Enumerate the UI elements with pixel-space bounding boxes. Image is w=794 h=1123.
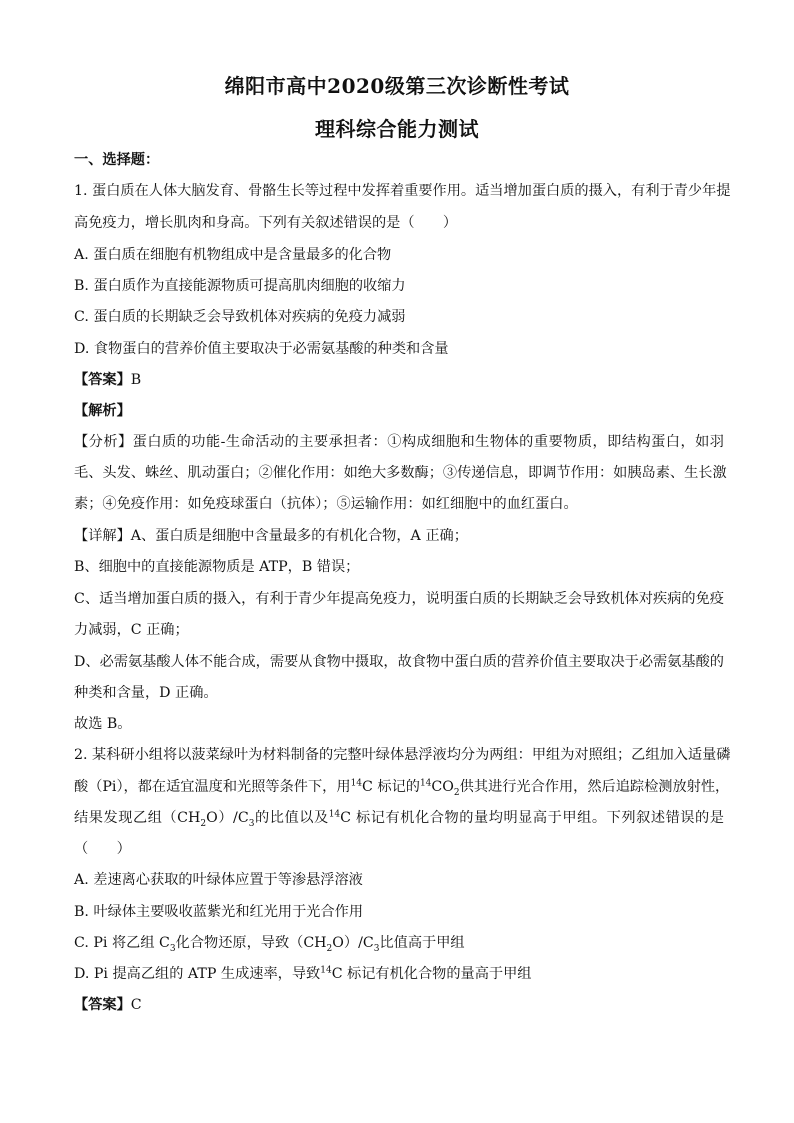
q1-detail-line-2: B、细胞中的直接能源物质是 ATP，B 错误；: [74, 559, 360, 575]
q1-stem-line-2: 高免疫力，增长肌肉和身高。下列有关叙述错误的是（ ）: [74, 215, 458, 231]
q1-fenxi-line-2: 毛、头发、蛛丝、肌动蛋白；②催化作用：如绝大多数酶；③传递信息，即调节作用：如胰岛素、生长激: [74, 465, 727, 481]
exam-title: 绵阳市高中2020级第三次诊断性考试: [224, 74, 570, 98]
q1-option-b: B. 蛋白质作为直接能源物质可提高肌肉细胞的收缩力: [74, 278, 406, 294]
q1-fenxi-line-1: 【分析】蛋白质的功能-生命活动的主要承担者：①构成细胞和生物体的重要物质，即结构蛋白，如羽: [74, 434, 724, 450]
q1-analysis-tag: 【解析】: [74, 403, 131, 419]
q2-stem-line-3: 结果发现乙组$(CH_2O)/C_3$的比值以及$^{14}$C 标记有机化合物的量均明显高于甲组。下列叙述错误的是: [74, 809, 724, 829]
q1-option-d: D. 食物蛋白的营养价值主要取决于必需氨基酸的种类和含量: [74, 341, 449, 357]
q1-detail-line-4: 力减弱，C 正确；: [74, 622, 189, 638]
q1-fenxi-line-3: 素；④免疫作用：如免疫球蛋白（抗体）；⑤运输作用：如红细胞中的血红蛋白。: [74, 496, 578, 512]
answer-tag: 【答案】: [74, 997, 131, 1013]
section-heading: 一、选择题：: [74, 152, 160, 168]
q1-detail-line-6: 种类和含量，D 正确。: [74, 685, 218, 701]
exam-subtitle: 理科综合能力测试: [315, 117, 479, 141]
q2-answer: [74, 995, 724, 1015]
q1-detail-line-5: D、必需氨基酸人体不能合成，需要从食物中摄取，故食物中蛋白质的营养价值主要取决于必需氨基酸的: [74, 654, 724, 670]
q2-option-c: C. Pi 将乙组 $C_3$化合物还原，导致$(CH_2O)/C_3$比值高于甲组: [74, 935, 465, 954]
q1-option-c: C. 蛋白质的长期缺乏会导致机体对疾病的免疫力减弱: [74, 309, 406, 325]
q1-detail-line-1: 【详解】A、蛋白质是细胞中含量最多的有机化合物，A 正确；: [74, 528, 468, 544]
q1-stem-line-1: 1. 蛋白质在人体大脑发育、骨骼生长等过程中发挥着重要作用。适当增加蛋白质的摄入，有利于青少年提: [74, 183, 731, 199]
q1-detail-line-3: C、适当增加蛋白质的摄入，有利于青少年提高免疫力，说明蛋白质的长期缺乏会导致机体对疾病的免疫: [74, 591, 724, 607]
q1-option-a: A. 蛋白质在细胞有机物组成中是含量最多的化合物: [74, 247, 392, 263]
answer-value: C: [130, 997, 142, 1013]
answer-value: B: [130, 372, 142, 388]
q1-conclusion: 故选 B。: [74, 716, 132, 732]
q2-stem-line-4: （ ）: [74, 841, 131, 857]
q2-stem-line-1: 2. 某科研小组将以菠菜绿叶为材料制备的完整叶绿体悬浮液均分为两组：甲组为对照组；乙组加入适量磷: [74, 747, 731, 763]
q2-option-d: D. Pi 提高乙组的 ATP 生成速率，导致$^{14}$C 标记有机化合物的量高于甲组: [74, 965, 532, 982]
q1-answer: [74, 370, 724, 390]
q2-option-b: B. 叶绿体主要吸收蓝紫光和红光用于光合作用: [74, 904, 364, 920]
q2-option-a: A. 差速离心获取的叶绿体应置于等渗悬浮溶液: [74, 872, 363, 888]
answer-tag: 【答案】: [74, 372, 131, 388]
q2-stem-line-2: 酸（Pi），都在适宜温度和光照等条件下，用$^{14}$C 标记的$^{14}CO_2$供其进行光合作用，然后追踪检测放射性，: [74, 778, 730, 798]
